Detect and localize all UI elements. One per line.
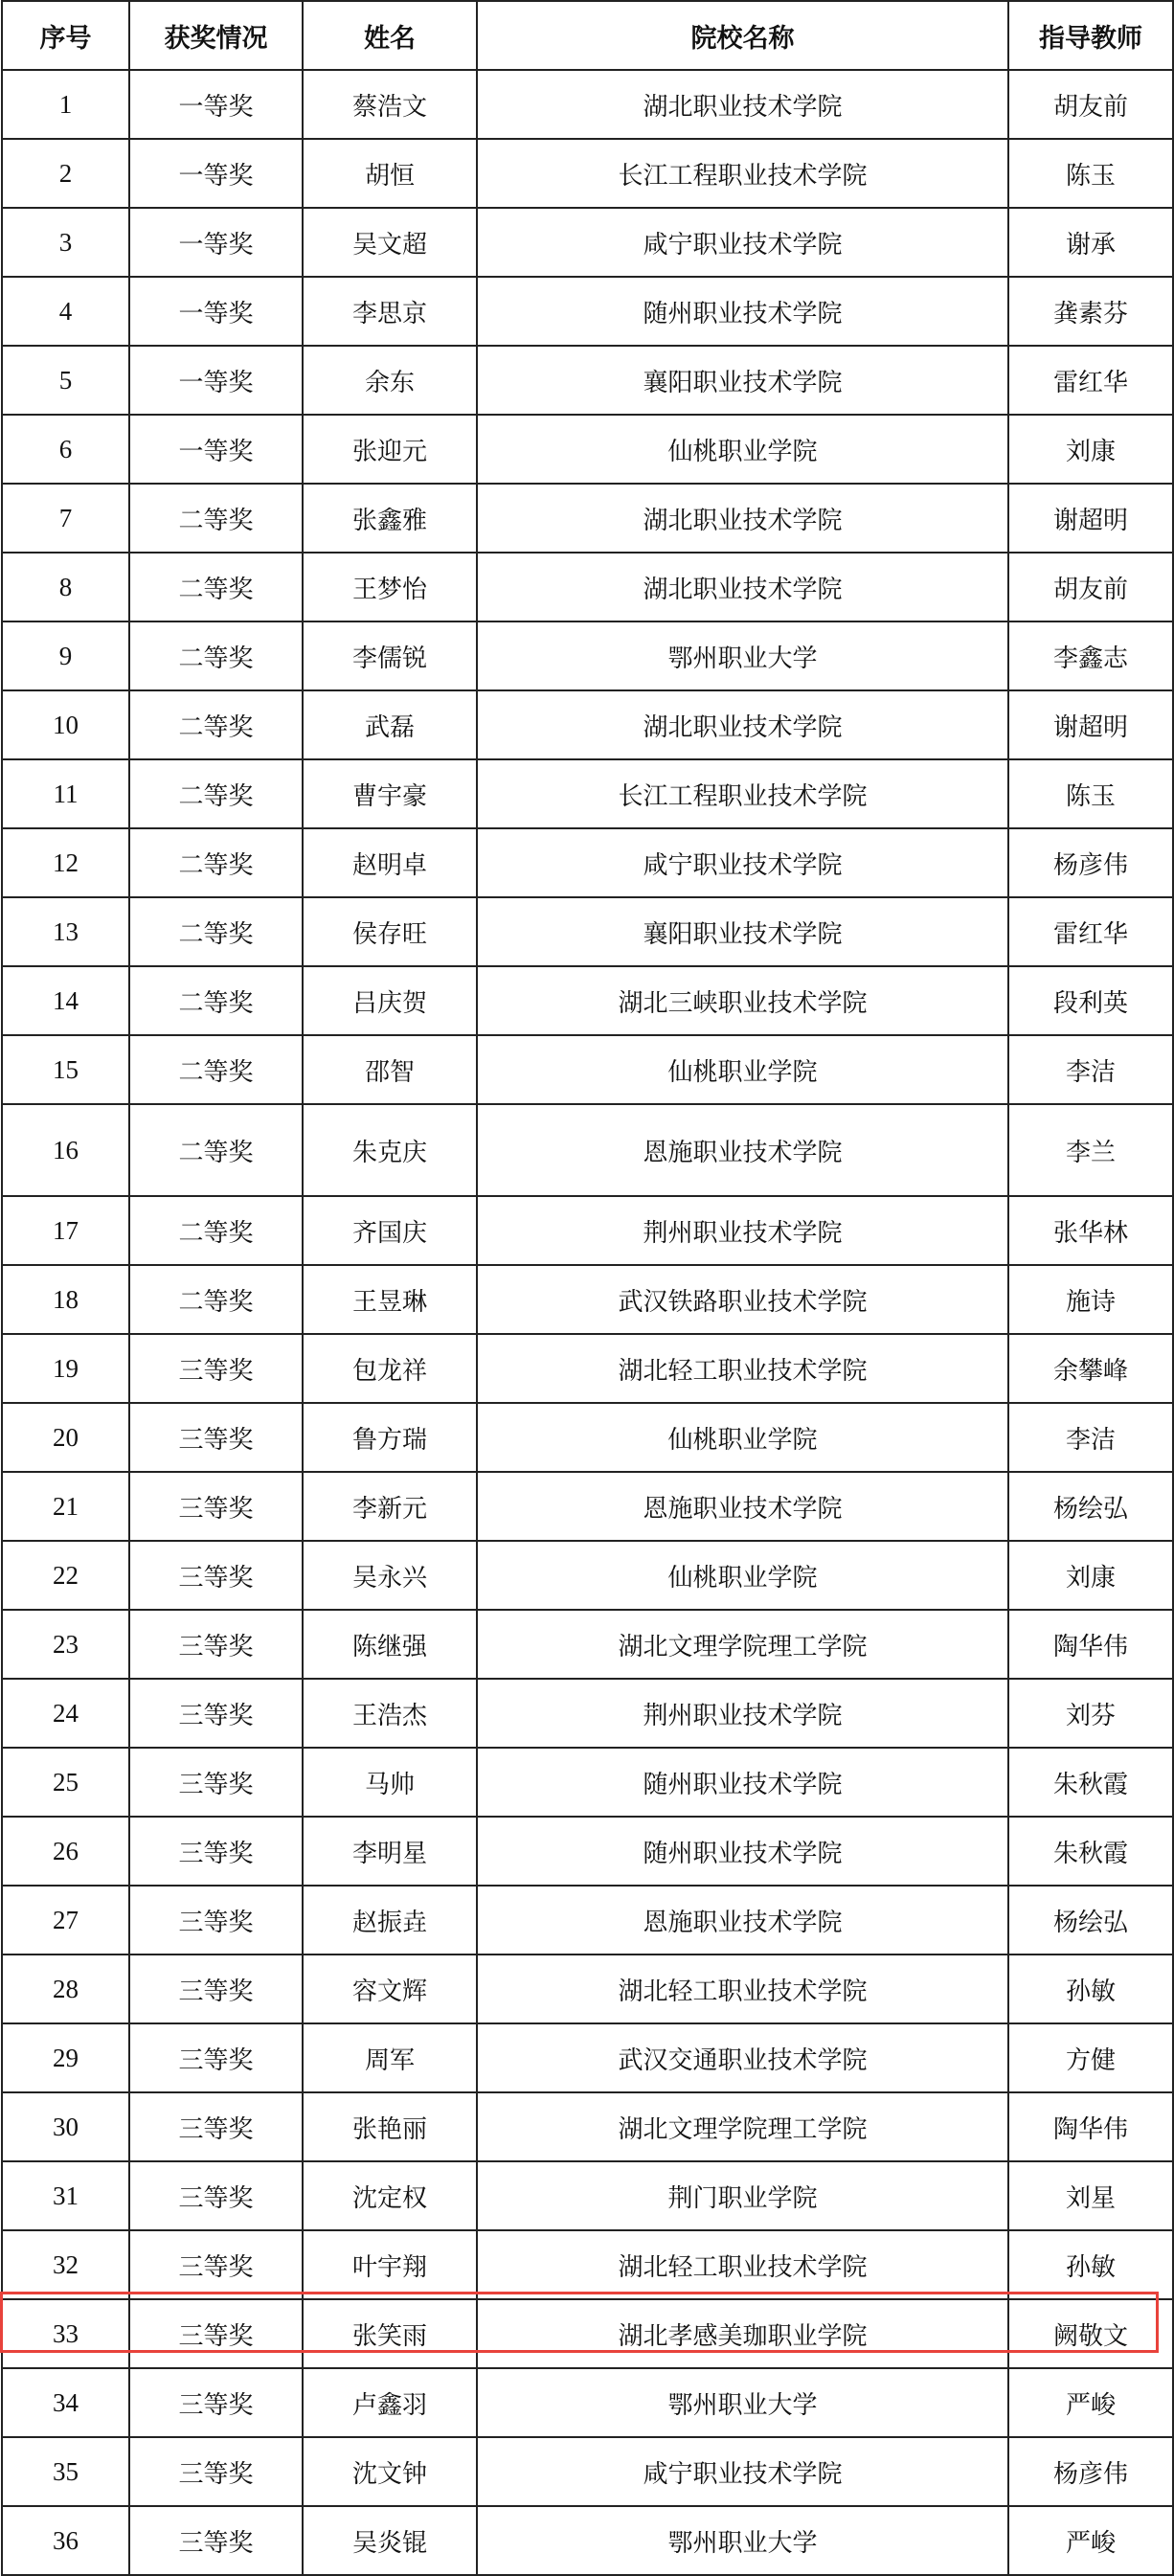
cell-teacher: 刘星 [1008,2161,1173,2230]
cell-index: 5 [2,346,129,415]
cell-index: 33 [2,2299,129,2368]
cell-teacher: 雷红华 [1008,897,1173,966]
cell-name: 张迎元 [303,415,477,484]
cell-name: 李儒锐 [303,621,477,690]
cell-teacher: 胡友前 [1008,553,1173,621]
table-row [2,1679,1173,1748]
table-row [2,1955,1173,2023]
cell-award: 一等奖 [129,70,303,139]
cell-name: 吕庆贺 [303,966,477,1035]
cell-award: 三等奖 [129,2299,303,2368]
cell-school: 湖北职业技术学院 [477,70,1008,139]
cell-name: 侯存旺 [303,897,477,966]
cell-index: 22 [2,1541,129,1610]
cell-name: 周军 [303,2023,477,2092]
cell-school: 长江工程职业技术学院 [477,139,1008,208]
cell-teacher: 谢承 [1008,208,1173,277]
cell-name: 吴炎锟 [303,2506,477,2575]
cell-index: 26 [2,1817,129,1886]
cell-index: 32 [2,2230,129,2299]
cell-index: 20 [2,1403,129,1472]
cell-award: 二等奖 [129,1265,303,1334]
cell-name: 沈定权 [303,2161,477,2230]
cell-school: 咸宁职业技术学院 [477,2437,1008,2506]
table-row [2,1541,1173,1610]
cell-award: 三等奖 [129,2506,303,2575]
cell-index: 17 [2,1196,129,1265]
cell-index: 31 [2,2161,129,2230]
header-index: 序号 [2,1,129,70]
cell-school: 湖北文理学院理工学院 [477,2092,1008,2161]
cell-award: 三等奖 [129,2161,303,2230]
cell-teacher: 严峻 [1008,2506,1173,2575]
table-row [2,2092,1173,2161]
cell-name: 吴文超 [303,208,477,277]
table-row [2,277,1173,346]
cell-school: 仙桃职业学院 [477,415,1008,484]
cell-award: 二等奖 [129,1196,303,1265]
table-row [2,1334,1173,1403]
cell-name: 曹宇豪 [303,759,477,828]
table-row [2,759,1173,828]
cell-name: 赵明卓 [303,828,477,897]
cell-name: 李思京 [303,277,477,346]
cell-index: 24 [2,1679,129,1748]
table-row [2,1817,1173,1886]
cell-teacher: 阙敬文 [1008,2299,1173,2368]
cell-name: 张艳丽 [303,2092,477,2161]
table-row [2,346,1173,415]
cell-award: 一等奖 [129,415,303,484]
cell-teacher: 朱秋霞 [1008,1748,1173,1817]
cell-index: 13 [2,897,129,966]
table-row [2,1104,1173,1196]
cell-index: 35 [2,2437,129,2506]
cell-teacher: 雷红华 [1008,346,1173,415]
table-row [2,415,1173,484]
header-award: 获奖情况 [129,1,303,70]
cell-school: 长江工程职业技术学院 [477,759,1008,828]
cell-index: 10 [2,690,129,759]
table-row [2,70,1173,139]
cell-award: 二等奖 [129,897,303,966]
cell-index: 27 [2,1886,129,1955]
cell-award: 三等奖 [129,2023,303,2092]
cell-index: 16 [2,1104,129,1196]
cell-award: 三等奖 [129,2092,303,2161]
cell-name: 邵智 [303,1035,477,1104]
cell-school: 湖北职业技术学院 [477,690,1008,759]
cell-school: 湖北轻工职业技术学院 [477,1334,1008,1403]
cell-teacher: 孙敏 [1008,2230,1173,2299]
table-row [2,1265,1173,1334]
table-row [2,1886,1173,1955]
table-row [2,208,1173,277]
table-row [2,1610,1173,1679]
cell-school: 恩施职业技术学院 [477,1104,1008,1196]
cell-index: 23 [2,1610,129,1679]
cell-teacher: 谢超明 [1008,484,1173,553]
cell-award: 三等奖 [129,1886,303,1955]
cell-award: 二等奖 [129,484,303,553]
cell-school: 湖北轻工职业技术学院 [477,1955,1008,2023]
table-row [2,1403,1173,1472]
cell-teacher: 施诗 [1008,1265,1173,1334]
cell-index: 15 [2,1035,129,1104]
cell-school: 湖北文理学院理工学院 [477,1610,1008,1679]
cell-teacher: 李洁 [1008,1035,1173,1104]
cell-index: 4 [2,277,129,346]
cell-name: 王昱琳 [303,1265,477,1334]
cell-teacher: 严峻 [1008,2368,1173,2437]
table-header-row [2,1,1173,70]
table-row [2,484,1173,553]
cell-award: 二等奖 [129,966,303,1035]
cell-award: 三等奖 [129,1541,303,1610]
cell-name: 胡恒 [303,139,477,208]
cell-award: 一等奖 [129,208,303,277]
cell-index: 11 [2,759,129,828]
cell-award: 一等奖 [129,277,303,346]
cell-award: 三等奖 [129,1955,303,2023]
cell-award: 二等奖 [129,690,303,759]
cell-award: 三等奖 [129,2230,303,2299]
cell-name: 李明星 [303,1817,477,1886]
cell-award: 二等奖 [129,1035,303,1104]
cell-award: 三等奖 [129,1403,303,1472]
cell-index: 28 [2,1955,129,2023]
table-row [2,1748,1173,1817]
cell-school: 咸宁职业技术学院 [477,208,1008,277]
cell-award: 二等奖 [129,553,303,621]
cell-index: 7 [2,484,129,553]
cell-school: 随州职业技术学院 [477,1817,1008,1886]
cell-name: 蔡浩文 [303,70,477,139]
cell-award: 三等奖 [129,2437,303,2506]
cell-teacher: 李洁 [1008,1403,1173,1472]
cell-teacher: 杨绘弘 [1008,1472,1173,1541]
cell-name: 齐国庆 [303,1196,477,1265]
cell-award: 三等奖 [129,1472,303,1541]
cell-teacher: 龚素芬 [1008,277,1173,346]
cell-name: 王梦怡 [303,553,477,621]
table-row [2,139,1173,208]
table-row [2,2506,1173,2575]
table-row [2,966,1173,1035]
cell-award: 三等奖 [129,1748,303,1817]
cell-teacher: 陶华伟 [1008,2092,1173,2161]
table-row [2,2368,1173,2437]
cell-school: 荆州职业技术学院 [477,1679,1008,1748]
cell-name: 武磊 [303,690,477,759]
cell-index: 1 [2,70,129,139]
cell-teacher: 谢超明 [1008,690,1173,759]
cell-school: 鄂州职业大学 [477,2368,1008,2437]
cell-index: 6 [2,415,129,484]
cell-index: 34 [2,2368,129,2437]
table-row [2,2437,1173,2506]
cell-index: 8 [2,553,129,621]
cell-teacher: 朱秋霞 [1008,1817,1173,1886]
cell-school: 鄂州职业大学 [477,2506,1008,2575]
cell-school: 湖北职业技术学院 [477,484,1008,553]
cell-school: 襄阳职业技术学院 [477,897,1008,966]
table-row [2,690,1173,759]
cell-teacher: 李兰 [1008,1104,1173,1196]
cell-award: 三等奖 [129,1817,303,1886]
table-body [2,70,1173,2575]
cell-index: 21 [2,1472,129,1541]
cell-award: 三等奖 [129,1610,303,1679]
cell-teacher: 陈玉 [1008,759,1173,828]
cell-school: 武汉铁路职业技术学院 [477,1265,1008,1334]
table-row [2,2161,1173,2230]
table-row [2,1472,1173,1541]
cell-school: 咸宁职业技术学院 [477,828,1008,897]
cell-teacher: 张华林 [1008,1196,1173,1265]
cell-teacher: 杨绘弘 [1008,1886,1173,1955]
cell-school: 荆州职业技术学院 [477,1196,1008,1265]
cell-name: 卢鑫羽 [303,2368,477,2437]
cell-name: 李新元 [303,1472,477,1541]
cell-school: 湖北职业技术学院 [477,553,1008,621]
cell-school: 随州职业技术学院 [477,1748,1008,1817]
cell-award: 二等奖 [129,621,303,690]
cell-index: 19 [2,1334,129,1403]
cell-teacher: 胡友前 [1008,70,1173,139]
cell-index: 2 [2,139,129,208]
cell-award: 二等奖 [129,1104,303,1196]
cell-teacher: 方健 [1008,2023,1173,2092]
award-table [1,0,1174,2576]
cell-index: 18 [2,1265,129,1334]
cell-school: 湖北三峡职业技术学院 [477,966,1008,1035]
cell-school: 鄂州职业大学 [477,621,1008,690]
cell-award: 三等奖 [129,1679,303,1748]
cell-teacher: 孙敏 [1008,1955,1173,2023]
cell-school: 随州职业技术学院 [477,277,1008,346]
cell-school: 武汉交通职业技术学院 [477,2023,1008,2092]
table-row [2,2230,1173,2299]
cell-teacher: 段利英 [1008,966,1173,1035]
cell-school: 仙桃职业学院 [477,1403,1008,1472]
header-school: 院校名称 [477,1,1008,70]
cell-teacher: 刘康 [1008,415,1173,484]
cell-award: 二等奖 [129,828,303,897]
cell-name: 包龙祥 [303,1334,477,1403]
table-row [2,2299,1173,2368]
cell-teacher: 刘康 [1008,1541,1173,1610]
cell-school: 恩施职业技术学院 [477,1886,1008,1955]
cell-award: 一等奖 [129,346,303,415]
table-row [2,897,1173,966]
cell-name: 吴永兴 [303,1541,477,1610]
cell-name: 陈继强 [303,1610,477,1679]
cell-name: 余东 [303,346,477,415]
cell-school: 湖北轻工职业技术学院 [477,2230,1008,2299]
cell-index: 30 [2,2092,129,2161]
cell-name: 叶宇翔 [303,2230,477,2299]
table-row [2,1035,1173,1104]
cell-index: 29 [2,2023,129,2092]
cell-index: 9 [2,621,129,690]
table-row [2,1196,1173,1265]
cell-name: 朱克庆 [303,1104,477,1196]
table-row [2,621,1173,690]
cell-award: 三等奖 [129,2368,303,2437]
cell-school: 仙桃职业学院 [477,1035,1008,1104]
cell-teacher: 李鑫志 [1008,621,1173,690]
table-row [2,2023,1173,2092]
cell-name: 沈文钟 [303,2437,477,2506]
cell-school: 仙桃职业学院 [477,1541,1008,1610]
cell-teacher: 杨彦伟 [1008,828,1173,897]
cell-index: 3 [2,208,129,277]
header-teacher: 指导教师 [1008,1,1173,70]
cell-teacher: 刘芬 [1008,1679,1173,1748]
cell-award: 二等奖 [129,759,303,828]
cell-name: 容文辉 [303,1955,477,2023]
cell-award: 一等奖 [129,139,303,208]
cell-name: 张笑雨 [303,2299,477,2368]
cell-index: 25 [2,1748,129,1817]
cell-index: 12 [2,828,129,897]
cell-name: 鲁方瑞 [303,1403,477,1472]
cell-teacher: 杨彦伟 [1008,2437,1173,2506]
cell-teacher: 余攀峰 [1008,1334,1173,1403]
table-row [2,553,1173,621]
cell-school: 荆门职业学院 [477,2161,1008,2230]
cell-teacher: 陶华伟 [1008,1610,1173,1679]
cell-school: 湖北孝感美珈职业学院 [477,2299,1008,2368]
cell-award: 三等奖 [129,1334,303,1403]
cell-name: 赵振垚 [303,1886,477,1955]
cell-teacher: 陈玉 [1008,139,1173,208]
cell-name: 王浩杰 [303,1679,477,1748]
cell-name: 张鑫雅 [303,484,477,553]
table-row [2,828,1173,897]
cell-school: 恩施职业技术学院 [477,1472,1008,1541]
cell-name: 马帅 [303,1748,477,1817]
cell-school: 襄阳职业技术学院 [477,346,1008,415]
header-name: 姓名 [303,1,477,70]
cell-index: 14 [2,966,129,1035]
cell-index: 36 [2,2506,129,2575]
